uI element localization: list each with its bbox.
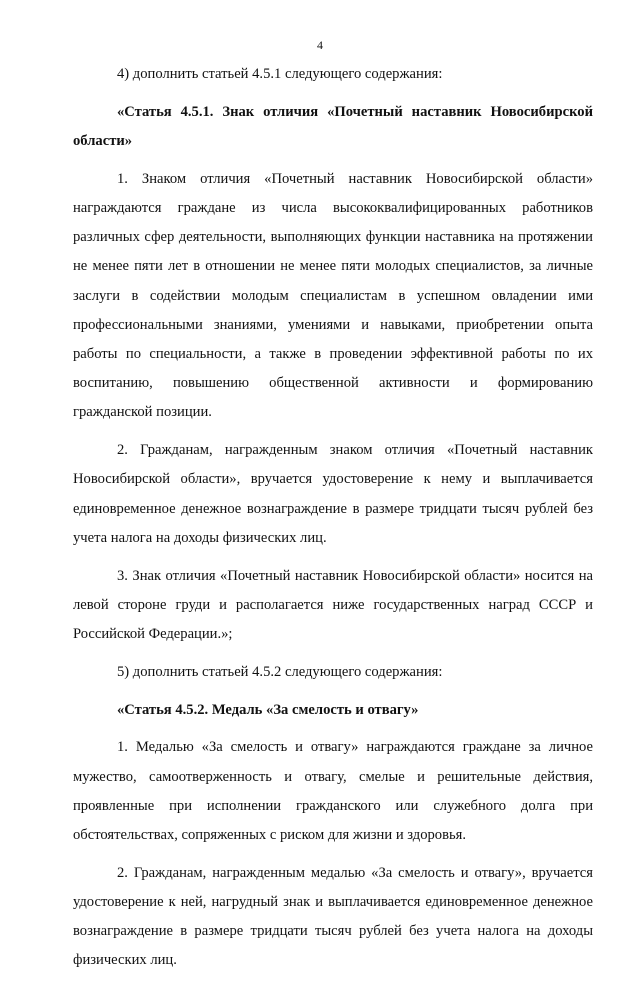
article-4-5-1-paragraph-1: 1. Знаком отличия «Почетный наставник Новосибирской области» награждаются граждане из числа высококвалифицированных работников различных сфер деятельности, выполняющих функции наставника на протяжении не менее пяти лет в отношении не менее пяти молодых специалистов, за личные заслуги в содействии молодым специалистам в успешном овладении ими профессиональными знаниями, умениями и навыками, приобретении опыта работы по специальности, а также в проведении эффективной работы по их воспитанию, повышению общественной активности и формированию гражданской позиции. [73, 170, 593, 421]
document-body [73, 60, 593, 984]
amendment-item-4: 4) дополнить статьей 4.5.1 следующего содержания: [117, 66, 443, 82]
article-4-5-2-paragraph-2: 2. Гражданам, награжденным медалью «За смелость и отвагу», вручается удостоверение к ней, нагрудный знак и выплачивается единовременное денежное вознаграждение в размере тридцати тысяч рублей без учета налога на доходы физических лиц. [73, 864, 593, 969]
article-4-5-1-paragraph-2: 2. Гражданам, награжденным знаком отличия «Почетный наставник Новосибирской области», вручается удостоверение к нему и выплачивается единовременное денежное вознаграждение в размере тридцати тысяч рублей без учета налога на доходы физических лиц. [73, 442, 593, 546]
amendment-item-5: 5) дополнить статьей 4.5.2 следующего содержания: [117, 663, 443, 680]
article-heading-4-5-1: «Статья 4.5.1. Знак отличия «Почетный наставник Новосибирской области» [73, 103, 593, 149]
article-4-5-2-paragraph-1: 1. Медалью «За смелость и отвагу» награждаются граждане за личное мужество, самоотверженность и отвагу, смелые и решительные действия, проявленные при исполнении гражданского или служебного долга при обстоятельствах, сопряженных с риском для жизни и здоровья. [73, 739, 593, 844]
page-number: 4 [317, 38, 323, 52]
article-4-5-1-paragraph-3: 3. Знак отличия «Почетный наставник Новосибирской области» носится на левой стороне груди и располагается ниже государственных наград СССР и Российской Федерации.»; [73, 567, 593, 643]
article-heading-4-5-2: «Статья 4.5.2. Медаль «За смелость и отвагу» [117, 701, 419, 718]
